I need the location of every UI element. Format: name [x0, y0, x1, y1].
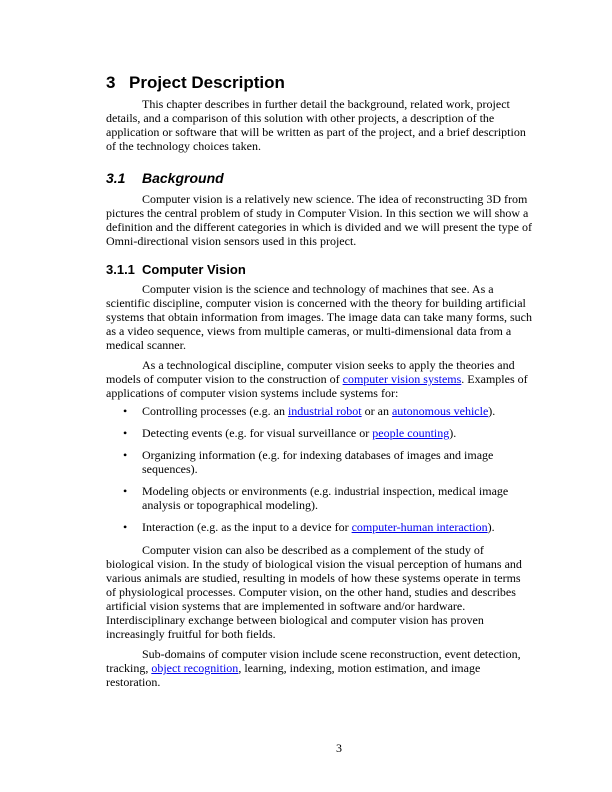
inline-link[interactable]: people counting [372, 426, 450, 440]
inline-link[interactable]: object recognition [151, 661, 239, 675]
text-segment: Organizing information (e.g. for indexing databases of images and image sequences). [142, 448, 494, 476]
subsection-heading-computer-vision [106, 261, 533, 278]
subsection-title: Computer Vision [142, 262, 246, 277]
inline-link[interactable]: computer-human interaction [351, 520, 488, 534]
computer-vision-discipline-paragraph [106, 358, 533, 400]
subdomains-paragraph [106, 647, 533, 689]
computer-vision-science-paragraph: Computer vision is the science and technology of machines that see. As a scientific discipline, computer vision is concerned with the theory for building artificial systems that obtain information from images. The image data can take many forms, such as a video sequence, views from multiple cameras, or multi-dimensional data from a medical scanner. [106, 282, 532, 352]
list-item [142, 448, 533, 476]
text-segment: Interaction (e.g. as the input to a device for [142, 520, 352, 534]
background-paragraph: Computer vision is a relatively new science. The idea of reconstructing 3D from pictures the central problem of study in Computer Vision. In this section we will show a definition and the different categories in which is divided and we will present the type of Omni-directional vision sensors used in this project. [106, 192, 532, 248]
inline-link[interactable]: autonomous vehicle [391, 404, 489, 418]
list-item [142, 404, 533, 418]
text-segment: ). [449, 426, 457, 440]
chapter-title: Project Description [129, 73, 285, 92]
inline-link[interactable]: industrial robot [287, 404, 362, 418]
section-heading-background [106, 169, 533, 187]
biological-vision-paragraph: Computer vision can also be described as a complement of the study of biological vision. In the study of biological vision the visual perception of humans and various animals are studied, resulting in models of how these systems operate in terms of physiological processes. Computer vision, on the other hand, studies and describes artificial vision systems that are implemented in software and/or hardware. Interdisciplinary exchange between biological and computer vision has proven increasingly fruitful for both fields. [106, 543, 522, 641]
section-title: Background [142, 170, 224, 186]
applications-list [106, 404, 533, 534]
chapter-number: 3 [106, 73, 116, 92]
text-segment: ). [488, 404, 496, 418]
text-segment: . Examples of applications of computer vision systems include systems for: [106, 372, 528, 400]
intro-paragraph: This chapter describes in further detail the background, related work, project details, and a comparison of this solution with other projects, a description of the application or software that will be written as part of the project, and a brief description of the technology choices taken. [106, 97, 526, 153]
section-number: 3.1 [106, 170, 126, 186]
inline-link[interactable]: computer vision systems [342, 372, 462, 386]
text-segment: or an [361, 404, 392, 418]
text-segment: ). [487, 520, 495, 534]
page-number: 3 [336, 741, 342, 755]
subsection-number: 3.1.1 [106, 262, 135, 277]
text-segment: Detecting events (e.g. for visual surveillance or [142, 426, 373, 440]
text-segment: Modeling objects or environments (e.g. industrial inspection, medical image analysis or topographical modeling). [142, 484, 509, 512]
list-item [142, 484, 533, 512]
text-segment: , learning, indexing, motion estimation, and image restoration. [106, 661, 481, 689]
text-segment: Controlling processes (e.g. an [142, 404, 288, 418]
chapter-heading [106, 72, 533, 93]
text-segment: Sub-domains of computer vision include scene reconstruction, event detection, tracking, [106, 647, 521, 675]
list-item [142, 426, 533, 440]
list-item [142, 520, 533, 534]
text-segment: As a technological discipline, computer vision seeks to apply the theories and models of computer vision to the construction of [106, 358, 515, 386]
